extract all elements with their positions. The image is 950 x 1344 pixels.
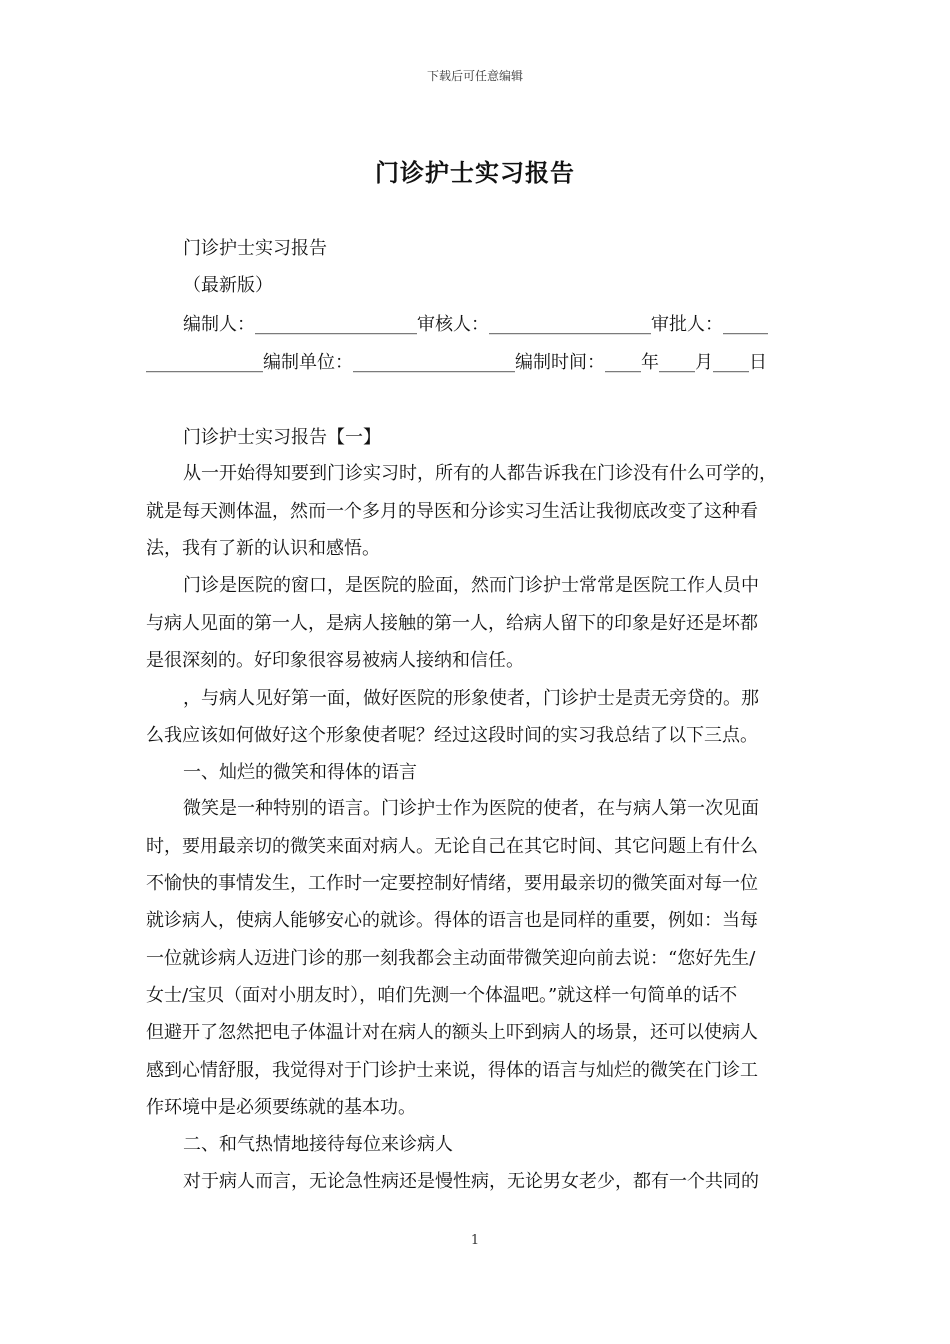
- paragraph-line: ，与病人见好第一面，做好医院的形象使者，门诊护士是责无旁贷的。那: [183, 688, 759, 709]
- document-title: 门诊护士实习报告: [375, 158, 575, 187]
- paragraph-line: 一位就诊病人迈进门诊的那一刻我都会主动面带微笑迎向前去说：“您好先生/: [146, 948, 756, 969]
- paragraph-line: 对于病人而言，无论急性病还是慢性病，无论男女老少，都有一个共同的: [183, 1171, 759, 1192]
- paragraph-line: 女士/宝贝（面对小朋友时），咱们先测一个体温吧。”就这样一句简单的话不: [146, 985, 738, 1006]
- paragraph-line: 从一开始得知要到门诊实习时，所有的人都告诉我在门诊没有什么可学的，: [183, 463, 777, 484]
- paragraph-line: 微笑是一种特别的语言。门诊护士作为医院的使者，在与病人第一次见面: [183, 798, 759, 819]
- page-number: 1: [470, 1233, 480, 1248]
- paragraph-line: 作环境中是必须要练就的基本功。: [146, 1097, 416, 1118]
- subtitle-line: 门诊护士实习报告: [183, 238, 327, 259]
- subheading-1: 一、灿烂的微笑和得体的语言: [183, 762, 417, 783]
- paragraph-line: 么我应该如何做好这个形象使者呢？经过这段时间的实习我总结了以下三点。: [146, 725, 758, 746]
- paragraph-line: 就是每天测体温，然而一个多月的导医和分诊实习生活让我彻底改变了这种看: [146, 501, 758, 522]
- paragraph-line: 门诊是医院的窗口，是医院的脸面，然而门诊护士常常是医院工作人员中: [183, 575, 759, 596]
- approval-line: 编制人：__________________审核人：__________________审批人：_____: [183, 314, 768, 335]
- paragraph-line: 与病人见面的第一人，是病人接触的第一人，给病人留下的印象是好还是坏都: [146, 613, 758, 634]
- paragraph-line: 但避开了忽然把电子体温计对在病人的额头上吓到病人的场景，还可以使病人: [146, 1022, 758, 1043]
- paragraph-line: 不愉快的事情发生，工作时一定要控制好情绪，要用最亲切的微笑面对每一位: [146, 873, 758, 894]
- paragraph-line: 时，要用最亲切的微笑来面对病人。无论自己在其它时间、其它问题上有什么: [146, 836, 758, 857]
- page-header-note: 下载后可任意编辑: [426, 69, 523, 83]
- approval-line-cont: _____________编制单位：__________________编制时间：____年____月____日: [146, 352, 767, 373]
- paragraph-line: 是很深刻的。好印象很容易被病人接纳和信任。: [146, 650, 524, 671]
- paragraph-line: 就诊病人，使病人能够安心的就诊。得体的语言也是同样的重要，例如：当每: [146, 910, 758, 931]
- subheading-2: 二、和气热情地接待每位来诊病人: [183, 1134, 453, 1155]
- section-heading: 门诊护士实习报告【一】: [183, 427, 381, 448]
- paragraph-line: 法，我有了新的认识和感悟。: [146, 538, 380, 559]
- paragraph-line: 感到心情舒服，我觉得对于门诊护士来说，得体的语言与灿烂的微笑在门诊工: [146, 1060, 758, 1081]
- edition-line: （最新版）: [183, 275, 273, 296]
